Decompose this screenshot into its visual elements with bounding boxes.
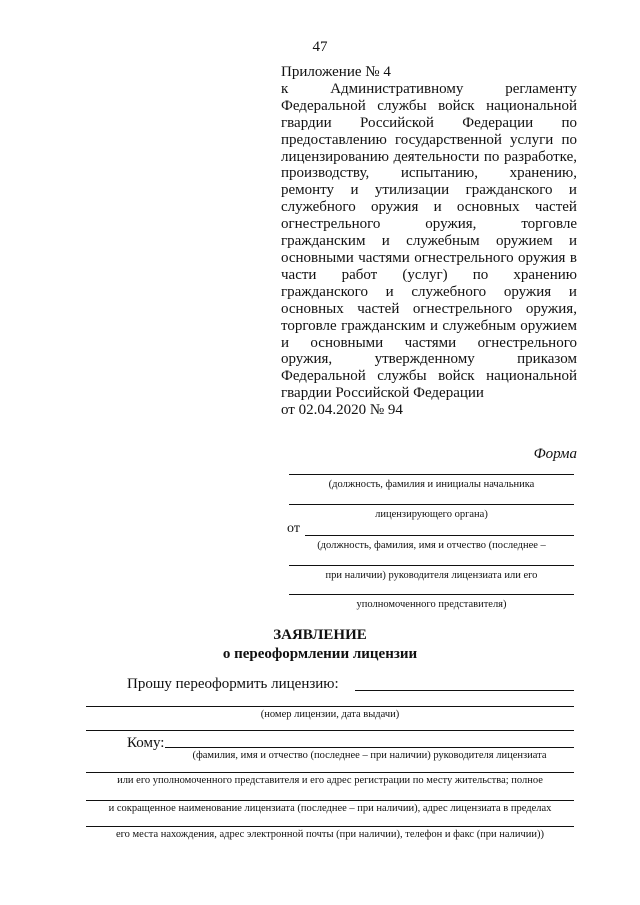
appendix-line: гвардии Российской Федерации — [281, 385, 484, 402]
appendix-word: по — [561, 131, 577, 148]
appendix-word: регламенту — [505, 80, 577, 97]
appendix-word: и — [433, 199, 442, 216]
appendix-word: Федерации — [462, 114, 534, 131]
appendix-word: Российской — [360, 114, 434, 131]
appendix-line — [281, 81, 577, 98]
appendix-word: и — [381, 233, 390, 250]
appendix-word: приказом — [517, 351, 577, 368]
appendix-word: Федеральной — [281, 368, 366, 385]
recipient-caption-1: (фамилия, имя и отчество (последнее – при наличии) руководителя лицензиата — [192, 750, 547, 761]
appendix-word: частей — [534, 199, 577, 216]
appendix-line — [281, 165, 577, 182]
license-number-field-line[interactable] — [355, 690, 574, 691]
appendix-word: служебным — [406, 233, 480, 250]
appendix-word: оружия, — [425, 216, 477, 233]
appendix-word: и — [568, 233, 577, 250]
appendix-word: и — [568, 283, 577, 300]
appendix-word: основных — [281, 300, 344, 317]
appendix-word: основными — [310, 334, 384, 351]
appendix-word: (услуг) — [402, 266, 448, 283]
representative-field-line[interactable] — [289, 594, 574, 595]
appendix-word: частями — [404, 334, 457, 351]
appendix-word: услуги — [510, 131, 554, 148]
appendix-word: основными — [281, 249, 354, 266]
recipient-field-line[interactable] — [165, 747, 574, 748]
appendix-line — [281, 301, 577, 318]
appendix-line — [281, 149, 577, 166]
licensing-body-caption: лицензирующего органа) — [375, 509, 488, 520]
appendix-word: хранению — [513, 266, 577, 283]
appendix-line — [281, 368, 577, 385]
appendix-word: и — [350, 182, 359, 199]
appendix-line — [281, 351, 577, 368]
appendix-line — [281, 318, 577, 335]
appendix-word: национальной — [486, 97, 577, 114]
appendix-word: государственной — [394, 131, 502, 148]
appendix-word: части — [281, 266, 317, 283]
appendix-word: разработке, — [503, 148, 577, 165]
appendix-line — [281, 267, 577, 284]
appendix-word: Административному — [330, 80, 464, 97]
appendix-word: торговле — [281, 317, 337, 334]
appendix-word: и — [429, 317, 438, 334]
appendix-word: к — [281, 80, 289, 97]
license-number-field-line-2[interactable] — [86, 706, 574, 707]
appendix-word: огнестрельного — [281, 216, 381, 233]
appendix-word: оружия — [503, 283, 552, 300]
appendix-word: производству, — [281, 165, 370, 182]
appendix-word: службы — [377, 97, 427, 114]
appendix-line: от 02.04.2020 № 94 — [281, 402, 403, 419]
form-label: Форма — [533, 446, 577, 462]
license-caption: (номер лицензии, дата выдачи) — [260, 709, 400, 720]
appendix-word: по — [483, 148, 500, 165]
appendix-word: работ — [341, 266, 378, 283]
appendix-word: огнестрельного — [414, 249, 514, 266]
document-subtitle: о переоформлении лицензии — [222, 646, 418, 662]
appendix-line — [281, 115, 577, 132]
licensing-head-caption: (должность, фамилия и инициалы начальника — [328, 479, 535, 490]
appendix-word: огнестрельного — [477, 334, 577, 351]
appendix-word: и — [385, 283, 394, 300]
document-title: ЗАЯВЛЕНИЕ — [273, 627, 367, 643]
request-text: Прошу переоформить лицензию: — [127, 676, 339, 692]
appendix-word: лицензированию — [281, 148, 389, 165]
appendix-word: утвержденному — [374, 351, 475, 368]
appendix-word: по — [561, 114, 577, 131]
appendix-word: в — [569, 249, 577, 266]
representative-caption: уполномоченного представителя) — [356, 599, 507, 610]
appendix-word: гражданского — [281, 283, 368, 300]
appendix-word: служебного — [411, 283, 487, 300]
appendix-word: Федеральной — [281, 97, 366, 114]
appendix-word: служебного — [281, 199, 356, 216]
appendix-word: хранению, — [509, 165, 577, 182]
appendix-word: оружия, — [525, 300, 577, 317]
appendix-line — [281, 216, 577, 233]
appendix-word: оружия, — [281, 351, 333, 368]
appendix-line — [281, 335, 577, 352]
appendix-word: гражданского — [465, 182, 553, 199]
appendix-line — [281, 284, 577, 301]
appendix-word: испытанию, — [400, 165, 479, 182]
appendix-word: оружием — [520, 317, 577, 334]
appendix-word: оружием — [495, 233, 553, 250]
appendix-word: утилизации — [374, 182, 450, 199]
licensee-head-field-line[interactable] — [289, 565, 574, 566]
to-label: Кому: — [127, 735, 165, 751]
appendix-word: и — [568, 182, 577, 199]
appendix-line — [281, 199, 577, 216]
appendix-word: основных — [456, 199, 520, 216]
recipient-field-line-3[interactable] — [86, 800, 574, 801]
appendix-word: национальной — [486, 368, 577, 385]
recipient-caption-2: или его уполномоченного представителя и его адрес регистрации по месту жительства; полное — [117, 775, 543, 786]
appendix-line — [281, 233, 577, 250]
appendix-word: служебным — [442, 317, 516, 334]
appendix-word: и — [281, 334, 290, 351]
appendix-word: частей — [357, 300, 400, 317]
licensing-body-field-line[interactable] — [289, 504, 574, 505]
appendix-word: ремонту — [281, 182, 335, 199]
recipient-caption-4: его места нахождения, адрес электронной почты (при наличии), телефон и факс (при наличии)) — [115, 829, 545, 840]
appendix-line — [281, 182, 577, 199]
appendix-word: войск — [438, 97, 475, 114]
appendix-word: огнестрельного — [412, 300, 513, 317]
recipient-caption-3: и сокращенное наименование лицензиата (последнее – при наличии), адрес лицензиата в пределах — [108, 803, 552, 814]
appendix-line — [281, 250, 577, 267]
appendix-word: торговле — [521, 216, 577, 233]
appendix-word: деятельности — [393, 148, 480, 165]
appendix-line: Приложение № 4 — [281, 64, 391, 80]
page-number: 47 — [312, 39, 328, 55]
license-extra-field-line[interactable] — [86, 730, 574, 731]
appendix-header — [281, 64, 577, 419]
appendix-word: предоставлению — [281, 131, 387, 148]
appendix-word: гражданским — [281, 233, 366, 250]
from-field-line[interactable] — [305, 535, 574, 536]
appendix-word: гвардии — [281, 114, 332, 131]
licensee-head-caption: при наличии) руководителя лицензиата или его — [325, 570, 538, 581]
appendix-word: войск — [438, 368, 475, 385]
recipient-field-line-4[interactable] — [86, 826, 574, 827]
recipient-field-line-2[interactable] — [86, 772, 574, 773]
from-caption: (должность, фамилия, имя и отчество (последнее – — [317, 540, 546, 551]
appendix-word: службы — [377, 368, 427, 385]
appendix-word: оружия — [518, 249, 566, 266]
licensing-head-field-line[interactable] — [289, 474, 574, 475]
appendix-word: гражданским — [341, 317, 426, 334]
appendix-word: оружия — [370, 199, 419, 216]
appendix-word: частями — [358, 249, 410, 266]
appendix-line — [281, 132, 577, 149]
appendix-line — [281, 98, 577, 115]
appendix-word: по — [472, 266, 489, 283]
from-label: от — [287, 521, 300, 536]
